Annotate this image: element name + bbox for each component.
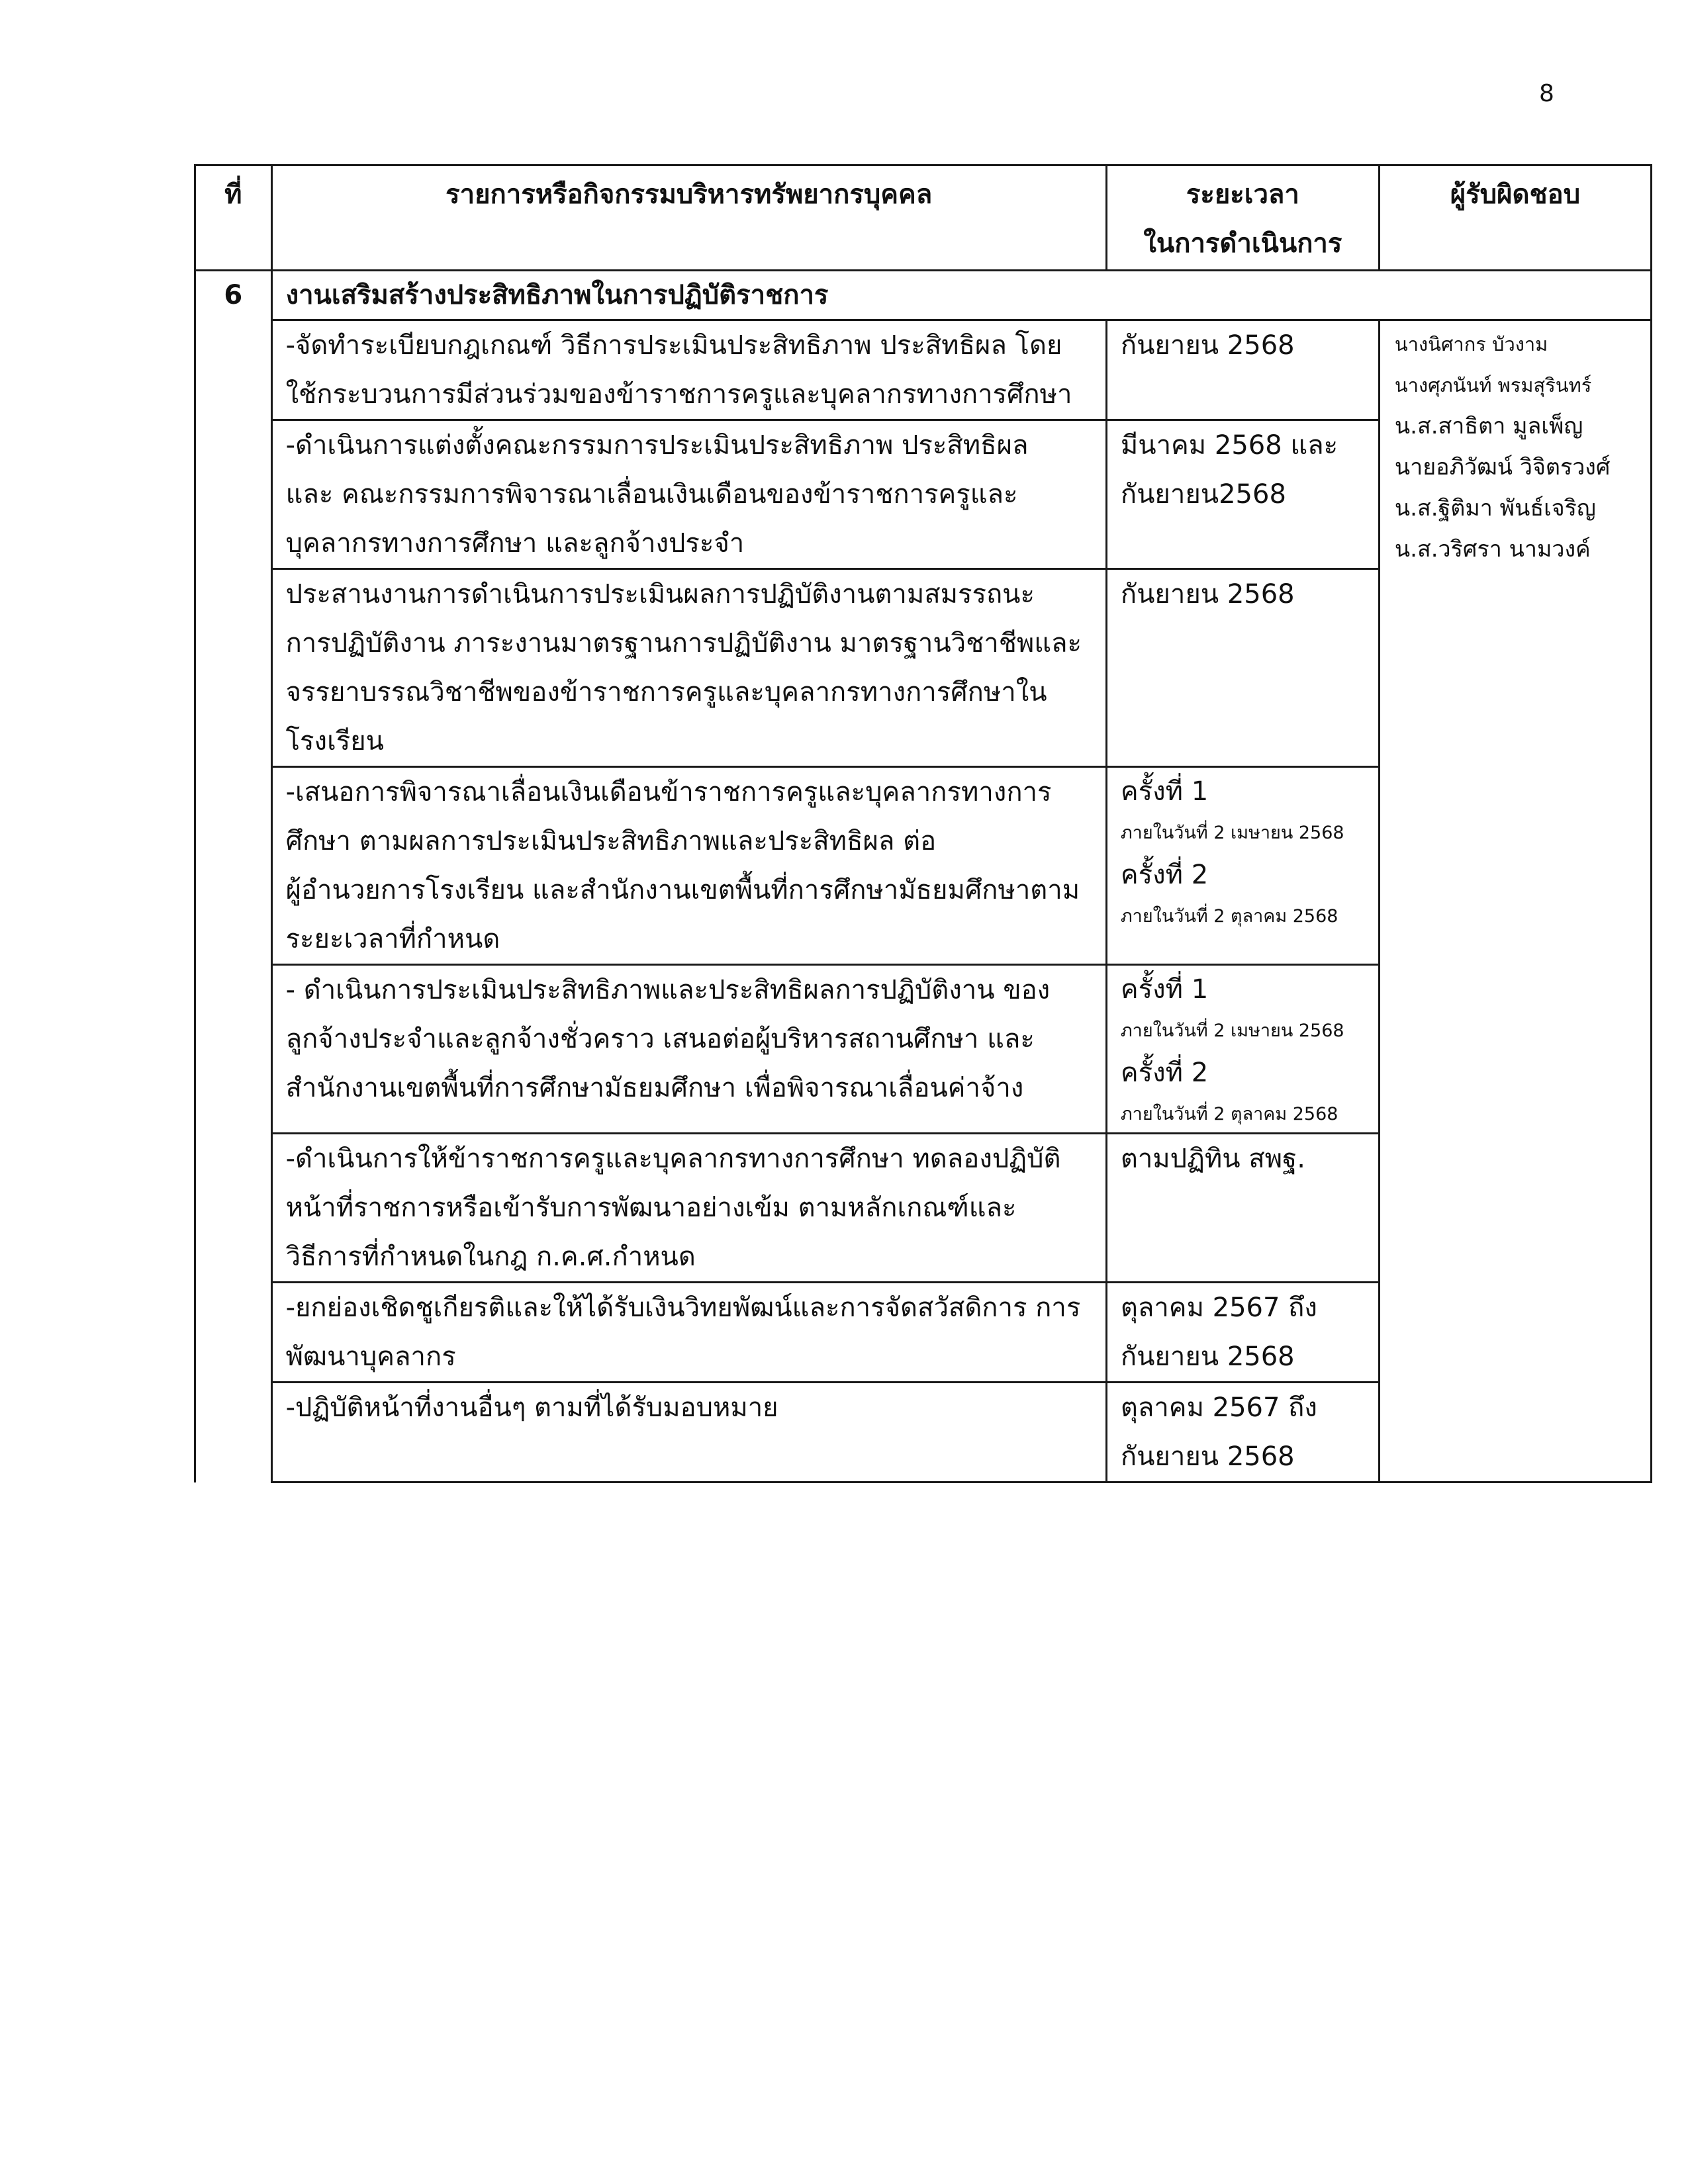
activity-cell [271, 569, 1106, 767]
activity-line: - ดำเนินการประเมินประสิทธิภาพและประสิทธิผลการปฏิบัติงาน ของ [285, 975, 1051, 1005]
header-no: ที่ [195, 165, 272, 271]
activity-line: พัฒนาบุคลากร [285, 1342, 456, 1372]
time-cell [1106, 767, 1379, 965]
time-cell [1106, 1134, 1379, 1283]
activity-line: และ คณะกรรมการพิจารณาเลื่อนเงินเดือนของข้าราชการครูและ [285, 479, 1018, 510]
activity-line: ผู้อำนวยการโรงเรียน และสำนักงานเขตพื้นที่การศึกษามัธยมศึกษาตาม [285, 875, 1080, 905]
time-line: กันยายน 2568 [1120, 330, 1295, 361]
activity-cell [271, 1283, 1106, 1383]
activity-cell [271, 1134, 1106, 1283]
activity-line: -ยกย่องเชิดชูเกียรติและให้ได้รับเงินวิทยพัฒน์และการจัดสวัสดิการ การ [285, 1293, 1081, 1323]
activity-line: บุคลากรทางการศึกษา และลูกจ้างประจำ [285, 528, 745, 559]
responsible-person: นางนิศากร บัวงาม [1394, 333, 1548, 355]
round-label: ครั้งที่ 2 [1120, 860, 1209, 890]
time-cell [1106, 569, 1379, 767]
activity-line: จรรยาบรรณวิชาชีพของข้าราชการครูและบุคลากรทางการศึกษาใน [285, 677, 1047, 707]
activity-line: ประสานงานการดำเนินการประเมินผลการปฏิบัติงานตามสมรรถนะ [285, 579, 1035, 610]
section-row [195, 271, 1652, 320]
time-cell [1106, 420, 1379, 569]
time-line: กันยายน 2568 [1120, 579, 1295, 610]
time-line: ตามปฏิทิน สพฐ. [1120, 1144, 1305, 1174]
section-number [195, 271, 272, 1482]
time-line: กันยายน2568 [1120, 479, 1286, 510]
activity-line: ศึกษา ตามผลการประเมินประสิทธิภาพและประสิทธิผล ต่อ [285, 826, 937, 856]
time-line: ตุลาคม 2567 ถึง [1120, 1293, 1317, 1323]
activity-cell [271, 965, 1106, 1134]
time-cell [1106, 1383, 1379, 1482]
hr-activity-table [194, 164, 1652, 1483]
round-label: ครั้งที่ 1 [1120, 974, 1209, 1005]
time-line: มีนาคม 2568 และ [1120, 430, 1338, 461]
time-cell [1106, 320, 1379, 420]
time-cell [1106, 965, 1379, 1134]
round-deadline: ภายในวันที่ 2 เมษายน 2568 [1120, 823, 1344, 843]
page-number: 8 [1539, 80, 1554, 107]
responsible-person: น.ส.ฐิติมา พันธ์เจริญ [1394, 495, 1596, 522]
activity-line: -จัดทำระเบียบกฎเกณฑ์ วิธีการประเมินประสิทธิภาพ ประสิทธิผล โดย [285, 330, 1062, 361]
activity-line: -เสนอการพิจารณาเลื่อนเงินเดือนข้าราชการครูและบุคลากรทางการ [285, 777, 1052, 807]
activity-line: วิธีการที่กำหนดในกฎ ก.ค.ศ.กำหนด [285, 1242, 696, 1272]
activity-cell [271, 1383, 1106, 1482]
responsible-person: นางศุภนันท์ พรมสุรินทร์ [1394, 374, 1592, 396]
responsible-person: น.ส.สาธิตา มูลเพ็ญ [1394, 413, 1583, 439]
round-deadline: ภายในวันที่ 2 ตุลาคม 2568 [1120, 1104, 1338, 1124]
activity-line: -ดำเนินการให้ข้าราชการครูและบุคลากรทางการศึกษา ทดลองปฏิบัติ [285, 1144, 1061, 1174]
round-deadline: ภายในวันที่ 2 ตุลาคม 2568 [1120, 906, 1338, 927]
section-number-text: 6 [224, 280, 243, 310]
responsible-person: น.ส.วริศรา นามวงค์ [1394, 536, 1591, 563]
header-responsible: ผู้รับผิดชอบ [1379, 165, 1651, 271]
time-line: กันยายน 2568 [1120, 1342, 1295, 1372]
time-line: กันยายน 2568 [1120, 1441, 1295, 1472]
activity-line: โรงเรียน [285, 726, 384, 756]
time-line: ตุลาคม 2567 ถึง [1120, 1392, 1317, 1423]
header-time-line1: ระยะเวลา [1186, 179, 1299, 210]
activity-cell [271, 420, 1106, 569]
responsible-person: นายอภิวัฒน์ วิจิตรวงศ์ [1394, 454, 1611, 480]
section-title: งานเสริมสร้างประสิทธิภาพในการปฏิบัติราชการ [271, 271, 1651, 320]
header-activity: รายการหรือกิจกรรมบริหารทรัพยากรบุคคล [271, 165, 1106, 271]
header-time-line2: ในการดำเนินการ [1143, 228, 1342, 259]
activity-line: สำนักงานเขตพื้นที่การศึกษามัธยมศึกษา เพื่อพิจารณาเลื่อนค่าจ้าง [285, 1073, 1024, 1103]
header-time [1106, 165, 1379, 271]
activity-line: หน้าที่ราชการหรือเข้ารับการพัฒนาอย่างเข้ม ตามหลักเกณฑ์และ [285, 1193, 1017, 1223]
round-label: ครั้งที่ 2 [1120, 1058, 1209, 1088]
activity-line: ระยะเวลาที่กำหนด [285, 924, 500, 954]
activity-line: ใช้กระบวนการมีส่วนร่วมของข้าราชการครูและบุคลากรทางการศึกษา [285, 379, 1072, 410]
activity-line: -ดำเนินการแต่งตั้งคณะกรรมการประเมินประสิทธิภาพ ประสิทธิผล [285, 430, 1029, 461]
activity-line: -ปฏิบัติหน้าที่งานอื่นๆ ตามที่ได้รับมอบหมาย [285, 1392, 778, 1423]
round-deadline: ภายในวันที่ 2 เมษายน 2568 [1120, 1021, 1344, 1041]
responsible-cell [1379, 320, 1651, 1482]
activity-line: ลูกจ้างประจำและลูกจ้างชั่วคราว เสนอต่อผู้บริหารสถานศึกษา และ [285, 1024, 1035, 1054]
round-label: ครั้งที่ 1 [1120, 776, 1209, 807]
activity-cell [271, 320, 1106, 420]
activity-line: การปฏิบัติงาน ภาระงานมาตรฐานการปฏิบัติงาน มาตรฐานวิชาชีพและ [285, 628, 1082, 659]
table-header-row [195, 165, 1652, 271]
table-row [195, 320, 1652, 420]
activity-cell [271, 767, 1106, 965]
time-cell [1106, 1283, 1379, 1383]
